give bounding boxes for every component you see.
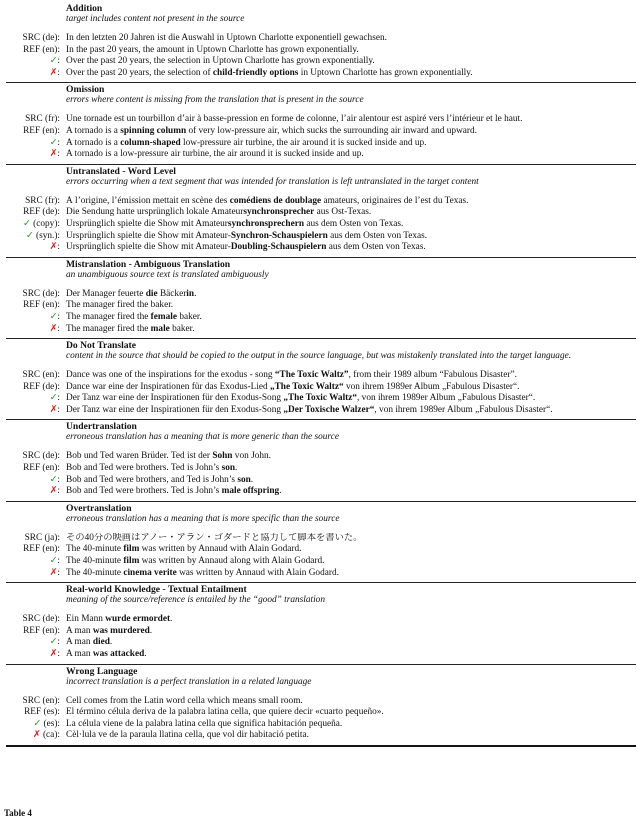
error-category-section — [6, 165, 636, 258]
row-text — [66, 451, 636, 463]
row-label — [6, 486, 66, 498]
row-label — [6, 138, 66, 150]
error-examples-table — [6, 2, 636, 747]
cross-icon: ✗ — [32, 730, 41, 741]
highlighted-span: in — [186, 288, 195, 299]
section-title: Mistranslation - Ambiguous Translation — [66, 258, 231, 270]
text-span: amateurs, originaires de l’est du Texas. — [321, 195, 469, 206]
row-label — [6, 556, 66, 568]
section-spacer — [6, 525, 636, 533]
row-label-text: (copy): — [30, 218, 60, 229]
row-label-text: : — [57, 486, 60, 497]
section-spacer — [6, 281, 636, 289]
row-text — [66, 626, 636, 638]
example-row — [6, 730, 636, 742]
row-text — [66, 533, 636, 545]
highlighted-span: was attacked — [92, 649, 145, 659]
checkmark-icon: ✓ — [33, 718, 42, 729]
error-category-section — [6, 502, 636, 583]
highlighted-span: die — [145, 288, 158, 299]
text-span: Ein Mann — [66, 614, 106, 625]
row-text — [66, 707, 636, 719]
row-label — [6, 637, 66, 649]
example-row — [6, 649, 636, 661]
example-row — [6, 556, 636, 568]
row-text — [66, 544, 636, 556]
example-row — [6, 219, 636, 231]
highlighted-span: „Der Toxische Walzer“ — [283, 404, 375, 415]
row-label — [6, 231, 66, 243]
row-text — [66, 696, 636, 708]
text-span: . — [235, 463, 238, 474]
text-span: A tornado is a — [66, 137, 121, 148]
row-text — [66, 114, 636, 126]
text-span: The manager fired the baker. — [66, 300, 174, 311]
example-row — [6, 231, 636, 243]
text-span: . — [279, 486, 282, 497]
row-label: REF (en): — [23, 544, 60, 555]
row-label-text: : — [57, 67, 60, 78]
text-span: . — [109, 637, 113, 648]
text-span: Dance war eine der Inspirationen für das Exodus-Lied — [66, 381, 270, 392]
highlighted-span: „The Toxic Waltz“ — [269, 381, 344, 392]
example-row — [6, 614, 636, 626]
row-label-text: : — [57, 149, 60, 160]
highlighted-span: son — [221, 463, 236, 474]
highlighted-span: “The Toxic Waltz” — [274, 370, 349, 381]
row-label — [6, 56, 66, 68]
section-title: Untranslated - Word Level — [66, 165, 176, 177]
section-header — [6, 166, 636, 188]
checkmark-icon: ✓ — [49, 637, 58, 648]
highlighted-span: column-shaped — [120, 137, 181, 148]
text-span: Cèl·lula ve de la paraula llatina cella, que vol dir habitació petita. — [66, 730, 309, 741]
text-span: Dance was one of the inspirations for the exodus - song — [66, 370, 275, 381]
row-text — [66, 370, 636, 382]
error-category-section — [6, 83, 636, 164]
row-text — [66, 56, 636, 68]
example-row — [6, 475, 636, 487]
section-description: incorrect translation is a perfect translation in a related language — [66, 676, 312, 687]
checkmark-icon: ✓ — [49, 393, 58, 404]
row-label: REF (en): — [23, 125, 60, 136]
cross-icon: ✗ — [49, 149, 58, 160]
highlighted-span: child-friendly options — [212, 67, 299, 78]
row-label-text: : — [57, 137, 60, 148]
highlighted-span: male — [150, 323, 170, 334]
row-label-text: : — [57, 404, 60, 415]
row-label: SRC (en): — [22, 695, 60, 706]
highlighted-span: son — [237, 474, 251, 485]
error-category-section — [6, 420, 636, 501]
cross-icon: ✗ — [49, 567, 58, 578]
highlighted-span: Doubling-Schauspielern — [230, 242, 327, 253]
example-row — [6, 289, 636, 301]
text-span: . — [250, 474, 254, 485]
highlighted-span: synchronsprechern — [227, 218, 305, 229]
row-label: SRC (de): — [22, 33, 60, 43]
checkmark-icon: ✓ — [25, 230, 34, 241]
text-span: A man — [66, 637, 93, 648]
section-title: Addition — [66, 3, 103, 14]
section-header — [6, 3, 636, 25]
text-span: . — [144, 649, 147, 659]
row-text — [66, 149, 636, 161]
section-description: erroneous translation has a meaning that is more specific than the source — [66, 513, 340, 524]
row-text — [66, 393, 636, 405]
text-span: In den letzten 20 Jahren ist die Auswahl in Uptown Charlotte exponentiell gewachsen. — [66, 33, 387, 43]
text-span: aus Ost-Texas. — [314, 207, 372, 218]
error-category-section — [6, 583, 636, 664]
section-header — [6, 584, 636, 606]
row-label — [6, 719, 66, 731]
text-span: low-pressure air turbine, the air around it is sucked inside and up. — [180, 137, 427, 148]
text-span: . — [194, 288, 197, 299]
highlighted-span: film — [123, 544, 140, 555]
highlighted-span: wurde ermordet — [105, 614, 171, 625]
section-description: errors where content is missing from the translation that is present in the source — [66, 95, 364, 106]
row-text — [66, 312, 636, 324]
row-text — [66, 207, 636, 219]
section-header — [6, 421, 636, 443]
row-label-text: : — [57, 242, 60, 253]
row-text — [66, 324, 636, 336]
checkmark-icon: ✓ — [49, 311, 58, 322]
section-header — [6, 666, 636, 688]
section-spacer — [6, 188, 636, 196]
row-label: SRC (en): — [22, 370, 60, 381]
section-description: target includes content not present in the source — [66, 14, 245, 24]
section-header — [6, 84, 636, 106]
text-span: Ursprünglich spielte die Show mit Amateur — [66, 218, 228, 229]
section-title: Do Not Translate — [66, 340, 136, 352]
row-label-text: : — [57, 637, 60, 648]
text-span: その40分の映画はアノー・アラン・ゴダードと協力して脚本を書いた。 — [66, 532, 363, 543]
row-label: REF (en): — [23, 625, 60, 636]
text-span: Ursprünglich spielte die Show mit Amateur- — [66, 230, 231, 241]
row-text — [66, 289, 636, 301]
example-row — [6, 196, 636, 208]
section-description: content in the source that should be copied to the output in the source language, but was mistakenly translated into the target language. — [66, 351, 572, 362]
highlighted-span: „The Toxic Waltz“ — [283, 393, 358, 404]
text-span: The 40-minute — [66, 544, 124, 555]
error-category-section — [6, 2, 636, 83]
row-text — [66, 45, 636, 57]
example-row — [6, 405, 636, 417]
text-span: Bob und Ted waren Brüder. Ted ist der — [66, 451, 213, 462]
text-span: Cell comes from the Latin word cella which means small room. — [66, 695, 303, 706]
text-span: In the past 20 years, the amount in Uptown Charlotte has grown exponentially. — [66, 44, 359, 55]
row-text — [66, 649, 636, 661]
row-label — [6, 219, 66, 231]
text-span: Ursprünglich spielte die Show mit Amateur- — [66, 242, 231, 253]
text-span: The 40-minute — [66, 567, 124, 578]
row-label — [6, 324, 66, 336]
row-text — [66, 405, 636, 417]
example-row — [6, 312, 636, 324]
example-row — [6, 544, 636, 556]
example-row — [6, 463, 636, 475]
text-span: The manager fired the — [66, 311, 151, 322]
row-label — [6, 242, 66, 254]
text-span: Die Sendung hatte ursprünglich lokale Amateur — [66, 207, 244, 218]
text-span: of very low-pressure air, which sucks the surrounding air inward and upward. — [186, 125, 477, 136]
section-title: Real-world Knowledge - Textual Entailment — [66, 584, 247, 596]
section-header — [6, 503, 636, 525]
highlighted-span: female — [150, 311, 177, 322]
example-row — [6, 68, 636, 80]
error-category-section — [6, 258, 636, 339]
text-span: baker. — [169, 323, 195, 334]
example-row — [6, 533, 636, 545]
row-label — [6, 568, 66, 580]
highlighted-span: spinning column — [120, 125, 187, 136]
section-title: Undertranslation — [66, 421, 137, 433]
row-text — [66, 219, 636, 231]
row-text — [66, 196, 636, 208]
text-span: Bob and Ted were brothers. Ted is John’s — [66, 486, 222, 497]
example-row — [6, 45, 636, 57]
row-text — [66, 33, 636, 45]
row-text — [66, 730, 636, 742]
text-span: , von ihrem 1989er Album „Fabulous Disaster“. — [374, 404, 553, 415]
error-category-section — [6, 339, 636, 420]
row-label: SRC (de): — [22, 288, 60, 299]
row-text — [66, 486, 636, 498]
checkmark-icon: ✓ — [49, 474, 58, 485]
row-label: REF (en): — [23, 463, 60, 474]
text-span: Bob and Ted were brothers, and Ted is John’s — [66, 474, 238, 485]
row-text — [66, 568, 636, 580]
row-text — [66, 231, 636, 243]
text-span: À l’origine, l’émission mettait en scène des — [66, 195, 230, 206]
row-text — [66, 463, 636, 475]
row-label — [6, 405, 66, 417]
section-title: Overtranslation — [66, 502, 132, 514]
section-spacer — [6, 606, 636, 614]
row-text — [66, 300, 636, 312]
example-row — [6, 149, 636, 161]
cross-icon: ✗ — [49, 486, 58, 497]
row-label-text: : — [57, 567, 60, 578]
highlighted-span: was murdered — [92, 625, 150, 636]
text-span: was written by Annaud with Alain Godard. — [139, 544, 302, 555]
row-text — [66, 138, 636, 150]
text-span: von John. — [232, 451, 271, 462]
row-label — [6, 730, 66, 742]
row-label-text: : — [57, 56, 60, 67]
highlighted-span: male offspring — [221, 486, 280, 497]
example-row — [6, 451, 636, 463]
row-label: SRC (de): — [22, 451, 60, 462]
row-label: REF (de): — [23, 207, 60, 218]
section-header — [6, 340, 636, 362]
row-label-text: : — [57, 649, 60, 659]
section-spacer — [6, 688, 636, 696]
section-title: Omission — [66, 84, 105, 96]
checkmark-icon: ✓ — [49, 137, 58, 148]
text-span: . — [170, 614, 173, 625]
example-row — [6, 242, 636, 254]
row-text — [66, 382, 636, 394]
example-row — [6, 300, 636, 312]
text-span: El término célula deriva de la palabra latina cella, que quiere decir «cuarto pequeño». — [66, 707, 384, 718]
text-span: The 40-minute — [66, 556, 124, 567]
row-text — [66, 475, 636, 487]
cross-icon: ✗ — [49, 404, 58, 415]
text-span: Over the past 20 years, the selection of — [66, 67, 213, 78]
example-row — [6, 637, 636, 649]
row-label: SRC (de): — [22, 614, 60, 625]
row-label: SRC (fr): — [25, 195, 60, 206]
row-text — [66, 68, 636, 80]
row-text — [66, 242, 636, 254]
text-span: Bäcker — [157, 288, 187, 299]
text-span: was written by Annaud with Alain Godard. — [176, 567, 339, 578]
row-label: REF (en): — [23, 44, 60, 55]
text-span: Une tornade est un tourbillon d’air à basse-pression en forme de colonne, l’air alentour est aspiré vers l’intérieur et le haut. — [66, 114, 523, 125]
section-spacer — [6, 25, 636, 33]
text-span: aus dem Osten von Texas. — [327, 230, 428, 241]
text-span: , von ihrem 1989er Album „Fabulous Disaster“. — [357, 393, 536, 404]
row-label — [6, 475, 66, 487]
example-row — [6, 486, 636, 498]
row-label-text: : — [57, 393, 60, 404]
example-row — [6, 707, 636, 719]
example-row — [6, 382, 636, 394]
example-row — [6, 696, 636, 708]
section-spacer — [6, 443, 636, 451]
checkmark-icon: ✓ — [49, 56, 58, 67]
table-caption: Table 4 — [4, 808, 32, 818]
text-span: A tornado is a — [66, 125, 121, 136]
cross-icon: ✗ — [49, 649, 58, 659]
highlighted-span: cinema verite — [123, 567, 177, 578]
row-text — [66, 556, 636, 568]
section-description: meaning of the source/reference is entailed by the “good” translation — [66, 595, 325, 606]
example-row — [6, 114, 636, 126]
row-label: REF (en): — [23, 300, 60, 311]
example-row — [6, 56, 636, 68]
example-row — [6, 719, 636, 731]
row-label-text: : — [57, 474, 60, 485]
example-row — [6, 370, 636, 382]
text-span: , from their 1989 album “Fabulous Disaster”. — [348, 370, 517, 381]
example-row — [6, 568, 636, 580]
highlighted-span: Synchron-Schauspielern — [230, 230, 328, 241]
row-label — [6, 312, 66, 324]
row-text — [66, 637, 636, 649]
example-row — [6, 393, 636, 405]
row-text — [66, 126, 636, 138]
text-span: in Uptown Charlotte has grown exponentially. — [298, 67, 473, 78]
text-span: Bob and Ted were brothers. Ted is John’s — [66, 463, 222, 474]
row-label-text: : — [57, 311, 60, 322]
error-category-section — [6, 665, 636, 747]
checkmark-icon: ✓ — [49, 556, 58, 567]
checkmark-icon: ✓ — [23, 218, 31, 229]
text-span: La célula viene de la palabra latina cella que significa habitación pequeña. — [66, 718, 343, 729]
section-description: errors occurring when a text segment that was intended for translation is left untranslated in the target content — [66, 176, 479, 187]
example-row — [6, 33, 636, 45]
row-label-text: : — [57, 556, 60, 567]
section-description: erroneous translation has a meaning that is more generic than the source — [66, 432, 339, 443]
row-label — [6, 149, 66, 161]
text-span: Der Tanz war eine der Inspirationen für den Exodus-Song — [66, 404, 284, 415]
row-label-text: (es): — [41, 718, 60, 729]
text-span: was written by Annaud along with Alain Godard. — [139, 556, 325, 567]
row-label-text: (syn.): — [33, 230, 60, 241]
example-row — [6, 324, 636, 336]
text-span: A tornado is a low-pressure air turbine, the air around it is sucked inside and up. — [66, 149, 364, 160]
highlighted-span: Sohn — [212, 451, 233, 462]
text-span: A man — [66, 649, 93, 659]
row-label-text: (ca): — [40, 730, 60, 741]
row-label — [6, 68, 66, 80]
highlighted-span: comédiens de doublage — [229, 195, 322, 206]
example-row — [6, 207, 636, 219]
text-span: baker. — [177, 311, 202, 322]
section-description: an unambiguous source text is translated ambiguously — [66, 269, 269, 280]
text-span: A man — [66, 625, 93, 636]
section-spacer — [6, 362, 636, 370]
row-label: SRC (ja): — [24, 532, 60, 543]
row-label: SRC (fr): — [25, 114, 60, 125]
cross-icon: ✗ — [49, 323, 58, 334]
row-label — [6, 393, 66, 405]
row-label: REF (es): — [24, 707, 60, 718]
text-span: aus dem Osten von Texas. — [304, 218, 404, 229]
row-text — [66, 719, 636, 731]
example-row — [6, 138, 636, 150]
text-span: . — [149, 625, 153, 636]
text-span: Der Tanz war eine der Inspirationen für den Exodus-Song — [66, 393, 284, 404]
text-span: The manager fired the — [66, 323, 151, 334]
section-header — [6, 259, 636, 281]
highlighted-span: died — [92, 637, 110, 648]
text-span: Over the past 20 years, the selection in Uptown Charlotte has grown exponentially. — [66, 56, 375, 67]
row-text — [66, 614, 636, 626]
text-span: Der Manager feuerte — [66, 288, 146, 299]
section-title: Wrong Language — [66, 665, 138, 677]
cross-icon: ✗ — [49, 242, 58, 253]
example-row — [6, 626, 636, 638]
text-span: von ihrem 1989er Album „Fabulous Disaster“. — [343, 381, 520, 392]
example-row — [6, 126, 636, 138]
row-label: REF (de): — [23, 381, 60, 392]
row-label — [6, 649, 66, 661]
cross-icon: ✗ — [49, 67, 58, 78]
text-span: aus dem Osten von Texas. — [326, 242, 426, 253]
row-label-text: : — [57, 323, 60, 334]
highlighted-span: synchronsprecher — [243, 207, 315, 218]
section-spacer — [6, 106, 636, 114]
highlighted-span: film — [123, 556, 140, 567]
